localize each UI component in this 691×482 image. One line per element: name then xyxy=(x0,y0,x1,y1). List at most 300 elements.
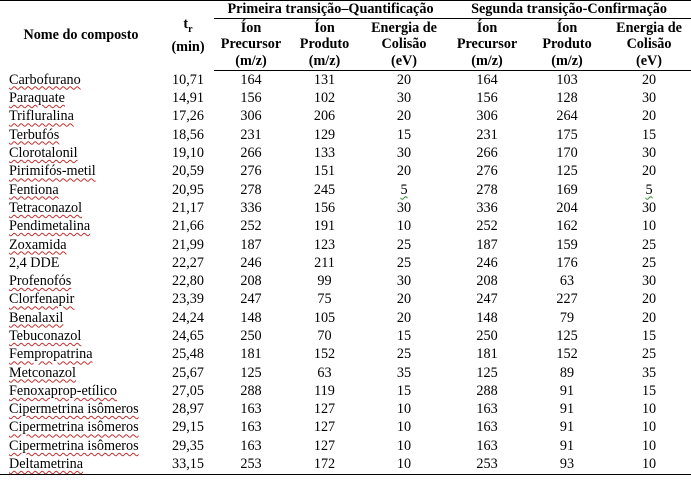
cell-q1 xyxy=(288,327,361,345)
compound-name-cell xyxy=(0,364,162,382)
cell-e2 xyxy=(607,254,691,272)
cell-tr xyxy=(162,71,214,90)
value-tr: 29,15 xyxy=(172,419,204,436)
cell-tr xyxy=(162,108,214,126)
cell-p1 xyxy=(214,382,288,400)
cell-tr xyxy=(162,382,214,400)
cell-e1 xyxy=(361,71,447,90)
compound-name: Tebuconazol xyxy=(9,328,82,344)
table-row xyxy=(0,327,691,345)
value-e1: 25 xyxy=(396,346,412,363)
value-e2: 30 xyxy=(641,90,657,107)
value-tr: 19,10 xyxy=(172,145,204,162)
value-e1: 10 xyxy=(396,401,412,418)
cell-e1 xyxy=(361,89,447,107)
cell-q1 xyxy=(288,126,361,144)
cell-q2 xyxy=(527,108,607,126)
cell-tr xyxy=(162,327,214,345)
table-row xyxy=(0,382,691,400)
cell-e1 xyxy=(361,400,447,418)
header-produto-1: Íon Produto (m/z) xyxy=(288,19,361,71)
value-q2: 103 xyxy=(556,71,578,88)
compound-name: Cipermetrina isômeros xyxy=(9,437,139,454)
value-p1: 163 xyxy=(240,401,262,418)
compound-name-cell xyxy=(0,144,162,162)
cell-p1 xyxy=(214,364,288,382)
cell-e2 xyxy=(607,217,691,235)
value-tr: 22,27 xyxy=(172,254,204,271)
value-e1: 35 xyxy=(396,364,412,381)
value-p2: 181 xyxy=(476,346,498,363)
value-p2: 252 xyxy=(476,218,498,235)
compound-name-cell xyxy=(0,217,162,235)
cell-e2 xyxy=(607,89,691,107)
value-e2: 25 xyxy=(641,346,657,363)
value-e2: 30 xyxy=(641,199,657,216)
value-q1: 75 xyxy=(317,291,332,308)
value-p1: 163 xyxy=(240,437,262,454)
cell-e2 xyxy=(607,236,691,254)
value-p1: 156 xyxy=(240,90,262,107)
cell-q2 xyxy=(527,181,607,199)
table-header xyxy=(0,1,691,71)
cell-p1 xyxy=(214,400,288,418)
cell-e1 xyxy=(361,236,447,254)
value-p2: 250 xyxy=(476,328,498,344)
compound-name-cell xyxy=(0,254,162,272)
cell-e2 xyxy=(607,327,691,345)
header-produto-2: Íon Produto (m/z) xyxy=(527,19,607,71)
value-q2: 89 xyxy=(559,364,575,381)
cell-p1 xyxy=(214,199,288,217)
cell-p2 xyxy=(447,217,527,235)
compound-name-cell xyxy=(0,108,162,126)
value-q2: 125 xyxy=(556,163,578,180)
cell-e2 xyxy=(607,126,691,144)
value-p1: 164 xyxy=(240,71,262,88)
cell-q1 xyxy=(288,217,361,235)
cell-e2 xyxy=(607,419,691,437)
table-row xyxy=(0,236,691,254)
cell-p2 xyxy=(447,455,527,474)
cell-p1 xyxy=(214,455,288,474)
value-p1: 288 xyxy=(240,382,262,399)
table-row xyxy=(0,455,691,474)
cell-p1 xyxy=(214,162,288,180)
value-e2: 20 xyxy=(641,108,657,125)
value-e1: 15 xyxy=(396,328,412,344)
value-p2: 164 xyxy=(476,71,498,88)
value-q2: 159 xyxy=(556,236,578,253)
cell-tr xyxy=(162,364,214,382)
header-precursor-1: Íon Precursor (m/z) xyxy=(214,19,288,71)
value-tr: 18,56 xyxy=(172,126,204,143)
cell-q1 xyxy=(288,437,361,455)
cell-e1 xyxy=(361,364,447,382)
cell-e1 xyxy=(361,382,447,400)
cell-tr xyxy=(162,89,214,107)
cell-q1 xyxy=(288,236,361,254)
value-p1: 278 xyxy=(240,181,262,198)
value-p2: 276 xyxy=(476,163,498,180)
cell-q1 xyxy=(288,345,361,363)
cell-e2 xyxy=(607,162,691,180)
value-p1: 181 xyxy=(240,346,262,363)
value-q2: 128 xyxy=(556,90,578,107)
cell-e1 xyxy=(361,126,447,144)
compound-name-cell xyxy=(0,162,162,180)
value-tr: 24,24 xyxy=(172,309,204,326)
compound-name: Zoxamida xyxy=(9,236,67,253)
value-q2: 204 xyxy=(556,199,578,216)
value-e1: 25 xyxy=(396,254,412,271)
compound-name: Profenofós xyxy=(9,273,72,290)
cell-q1 xyxy=(288,162,361,180)
compound-name: Terbufós xyxy=(9,126,60,143)
compound-name-cell xyxy=(0,272,162,290)
cell-q2 xyxy=(527,327,607,345)
value-e2: 10 xyxy=(641,456,657,473)
value-q2: 91 xyxy=(559,401,575,418)
cell-e1 xyxy=(361,291,447,309)
cell-e1 xyxy=(361,144,447,162)
cell-tr xyxy=(162,419,214,437)
cell-e2 xyxy=(607,108,691,126)
value-e1: 20 xyxy=(396,309,412,326)
cell-p2 xyxy=(447,126,527,144)
cell-tr xyxy=(162,437,214,455)
value-e2: 10 xyxy=(641,218,657,235)
compound-name: 2,4 DDE xyxy=(9,254,60,271)
value-p1: 250 xyxy=(240,328,262,344)
value-p1: 231 xyxy=(240,126,262,143)
value-e2: 10 xyxy=(641,401,657,418)
cell-e1 xyxy=(361,181,447,199)
value-p1: 266 xyxy=(240,145,262,162)
value-p1: 148 xyxy=(240,309,262,326)
cell-q2 xyxy=(527,400,607,418)
cell-p2 xyxy=(447,291,527,309)
value-p2: 163 xyxy=(476,401,498,418)
value-e1: 15 xyxy=(396,382,412,399)
cell-p1 xyxy=(214,254,288,272)
cell-p1 xyxy=(214,345,288,363)
cell-e2 xyxy=(607,364,691,382)
value-q2: 79 xyxy=(559,309,575,326)
value-e1: 20 xyxy=(396,71,412,88)
value-tr: 22,80 xyxy=(172,273,204,290)
value-q1: 151 xyxy=(313,163,336,180)
cell-q2 xyxy=(527,382,607,400)
value-q1: 131 xyxy=(313,71,336,88)
value-p2: 163 xyxy=(476,437,498,454)
cell-e1 xyxy=(361,309,447,327)
value-e1: 10 xyxy=(396,419,412,436)
value-p1: 276 xyxy=(240,163,262,180)
table-row xyxy=(0,89,691,107)
value-q1: 211 xyxy=(314,254,335,271)
value-e2: 10 xyxy=(641,419,657,436)
value-e1: 30 xyxy=(396,199,412,216)
cell-tr xyxy=(162,309,214,327)
cell-e1 xyxy=(361,254,447,272)
compound-name-cell xyxy=(0,71,162,90)
cell-tr xyxy=(162,126,214,144)
value-tr: 21,99 xyxy=(172,236,204,253)
header-group-quantificacao: Primeira transição–Quantificação xyxy=(214,1,447,19)
cell-q2 xyxy=(527,71,607,90)
cell-tr xyxy=(162,254,214,272)
cell-q1 xyxy=(288,382,361,400)
header-tr-symbol: t xyxy=(183,16,189,33)
value-q1: 102 xyxy=(313,90,336,107)
value-q2: 91 xyxy=(559,382,575,399)
value-p2: 156 xyxy=(476,90,498,107)
cell-e1 xyxy=(361,455,447,474)
cell-q2 xyxy=(527,254,607,272)
cell-tr xyxy=(162,236,214,254)
table-row xyxy=(0,199,691,217)
table-row xyxy=(0,400,691,418)
cell-tr xyxy=(162,162,214,180)
cell-p2 xyxy=(447,327,527,345)
table-row xyxy=(0,181,691,199)
table-row xyxy=(0,364,691,382)
compound-name: Carbofurano xyxy=(9,71,81,88)
compound-name-cell xyxy=(0,400,162,418)
cell-e1 xyxy=(361,162,447,180)
cell-p2 xyxy=(447,236,527,254)
cell-p1 xyxy=(214,437,288,455)
table-row xyxy=(0,419,691,437)
compound-name: Tetraconazol xyxy=(9,199,83,216)
cell-e2 xyxy=(607,455,691,474)
compound-name-cell xyxy=(0,181,162,199)
value-p2: 278 xyxy=(476,181,498,198)
value-q1: 127 xyxy=(313,401,336,418)
table-body xyxy=(0,71,691,475)
cell-e2 xyxy=(607,199,691,217)
value-p2: 288 xyxy=(476,382,498,399)
cell-q2 xyxy=(527,199,607,217)
cell-p1 xyxy=(214,272,288,290)
cell-tr xyxy=(162,345,214,363)
table-row xyxy=(0,345,691,363)
value-e2: 30 xyxy=(641,273,657,290)
value-q2: 264 xyxy=(556,108,578,125)
cell-p2 xyxy=(447,199,527,217)
compound-name-cell xyxy=(0,89,162,107)
table-row xyxy=(0,144,691,162)
cell-q1 xyxy=(288,364,361,382)
value-e2: 15 xyxy=(641,382,657,399)
value-q1: 63 xyxy=(317,364,332,381)
compound-name: Benalaxil xyxy=(9,309,64,326)
value-e1: 20 xyxy=(396,291,412,308)
value-e1: 15 xyxy=(396,126,412,143)
header-tr-unit: (min) xyxy=(171,38,205,55)
table-row xyxy=(0,272,691,290)
compound-name-cell xyxy=(0,291,162,309)
cell-q1 xyxy=(288,309,361,327)
cell-q2 xyxy=(527,89,607,107)
value-e1: 20 xyxy=(396,108,412,125)
compound-name: Trifluralina xyxy=(9,108,74,125)
compound-name: Pendimetalina xyxy=(9,218,91,235)
cell-p2 xyxy=(447,364,527,382)
value-tr: 14,91 xyxy=(172,90,204,107)
value-tr: 20,59 xyxy=(172,163,204,180)
cell-q1 xyxy=(288,291,361,309)
value-tr: 23,39 xyxy=(172,291,204,308)
header-tr-sub: r xyxy=(188,24,193,36)
value-e1: 10 xyxy=(396,437,412,454)
compound-name-cell xyxy=(0,345,162,363)
table-row xyxy=(0,437,691,455)
cell-tr xyxy=(162,144,214,162)
compound-name-cell xyxy=(0,382,162,400)
cell-q1 xyxy=(288,71,361,90)
value-p1: 125 xyxy=(240,364,262,381)
cell-tr xyxy=(162,455,214,474)
compound-name: Clorfenapir xyxy=(9,291,75,308)
value-q2: 176 xyxy=(556,254,578,271)
cell-q1 xyxy=(288,400,361,418)
cell-q2 xyxy=(527,309,607,327)
cell-p2 xyxy=(447,162,527,180)
value-e2: 20 xyxy=(641,291,657,308)
value-e2: 20 xyxy=(641,163,657,180)
cell-p1 xyxy=(214,291,288,309)
value-e1: 30 xyxy=(396,90,412,107)
cell-q2 xyxy=(527,126,607,144)
value-p2: 125 xyxy=(476,364,498,381)
value-q1: 172 xyxy=(313,456,336,473)
value-tr: 33,15 xyxy=(172,456,204,473)
cell-p2 xyxy=(447,382,527,400)
value-q1: 152 xyxy=(313,346,336,363)
cell-p2 xyxy=(447,400,527,418)
value-q2: 152 xyxy=(556,346,578,363)
value-tr: 20,95 xyxy=(172,181,204,198)
value-p1: 252 xyxy=(240,218,262,235)
value-q1: 127 xyxy=(313,437,336,454)
header-compound: Nome do composto xyxy=(0,1,162,71)
cell-p1 xyxy=(214,217,288,235)
value-q2: 63 xyxy=(559,273,575,290)
value-tr: 24,65 xyxy=(172,328,204,344)
value-p2: 231 xyxy=(476,126,498,143)
cell-e2 xyxy=(607,437,691,455)
compound-name-cell xyxy=(0,309,162,327)
cell-q2 xyxy=(527,144,607,162)
compound-name: Cipermetrina isômeros xyxy=(9,419,139,436)
value-e2: 25 xyxy=(641,236,657,253)
cell-p2 xyxy=(447,181,527,199)
value-e1: 10 xyxy=(396,456,412,473)
cell-e2 xyxy=(607,272,691,290)
value-q1: 206 xyxy=(313,108,336,125)
value-p2: 306 xyxy=(476,108,498,125)
table-row xyxy=(0,126,691,144)
value-e1: 20 xyxy=(396,163,412,180)
value-q1: 191 xyxy=(313,218,336,235)
cell-tr xyxy=(162,272,214,290)
cell-q2 xyxy=(527,217,607,235)
cell-e1 xyxy=(361,345,447,363)
value-p1: 163 xyxy=(240,419,262,436)
header-energia-1: Energia de Colisão (eV) xyxy=(361,19,447,71)
compound-name: Deltametrina xyxy=(9,456,84,473)
compound-name: Clorotalonil xyxy=(9,145,78,162)
cell-q2 xyxy=(527,236,607,254)
value-tr: 17,26 xyxy=(172,108,204,125)
cell-p2 xyxy=(447,71,527,90)
cell-tr xyxy=(162,400,214,418)
header-precursor-2: Íon Precursor (m/z) xyxy=(447,19,527,71)
cell-q2 xyxy=(527,364,607,382)
compound-name-cell xyxy=(0,236,162,254)
cell-e2 xyxy=(607,400,691,418)
compound-name-cell xyxy=(0,437,162,455)
value-q2: 227 xyxy=(556,291,578,308)
compound-name-cell xyxy=(0,419,162,437)
value-q1: 99 xyxy=(317,273,332,290)
cell-p1 xyxy=(214,181,288,199)
value-q2: 170 xyxy=(556,145,578,162)
value-q1: 156 xyxy=(313,199,336,216)
cell-q2 xyxy=(527,162,607,180)
value-q2: 175 xyxy=(556,126,578,143)
compound-name-cell xyxy=(0,126,162,144)
table-row xyxy=(0,291,691,309)
cell-q1 xyxy=(288,419,361,437)
value-p2: 247 xyxy=(476,291,498,308)
table-row xyxy=(0,108,691,126)
value-e2: 15 xyxy=(641,328,657,344)
cell-p1 xyxy=(214,236,288,254)
cell-q1 xyxy=(288,89,361,107)
value-q2: 91 xyxy=(559,437,575,454)
cell-tr xyxy=(162,181,214,199)
value-e2: 5 xyxy=(645,181,653,198)
cell-e1 xyxy=(361,327,447,345)
value-q2: 93 xyxy=(559,456,575,473)
cell-p2 xyxy=(447,437,527,455)
cell-q2 xyxy=(527,345,607,363)
value-p2: 336 xyxy=(476,199,498,216)
cell-e2 xyxy=(607,309,691,327)
value-tr: 10,71 xyxy=(172,71,204,88)
cell-e2 xyxy=(607,291,691,309)
cell-e1 xyxy=(361,217,447,235)
cell-p2 xyxy=(447,419,527,437)
compound-name-cell xyxy=(0,199,162,217)
value-p1: 336 xyxy=(240,199,262,216)
value-e2: 25 xyxy=(641,254,657,271)
value-tr: 21,17 xyxy=(172,199,204,216)
value-p1: 187 xyxy=(240,236,262,253)
value-p1: 208 xyxy=(240,273,262,290)
value-q1: 245 xyxy=(313,181,336,198)
value-p1: 246 xyxy=(240,254,262,271)
cell-e2 xyxy=(607,345,691,363)
table-row xyxy=(0,71,691,90)
value-tr: 28,97 xyxy=(172,401,204,418)
cell-p2 xyxy=(447,309,527,327)
compound-name-cell xyxy=(0,327,162,345)
compound-name: Paraquate xyxy=(9,90,65,107)
